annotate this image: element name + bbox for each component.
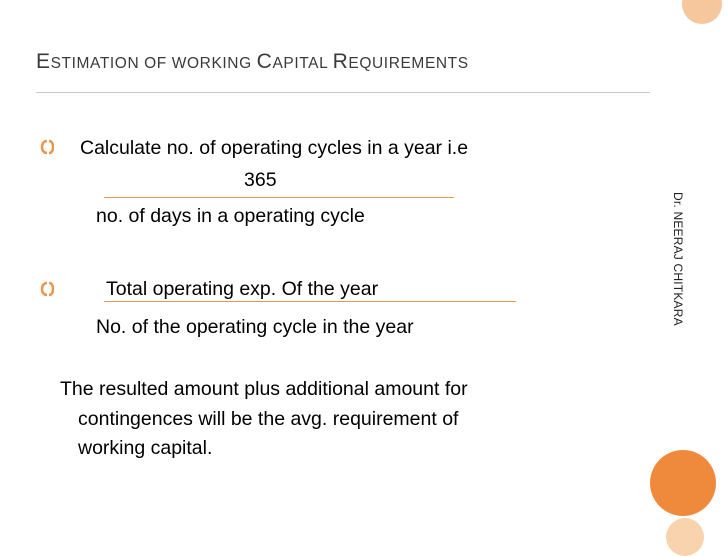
fraction2-denominator: No. of the operating cycle in the year	[96, 316, 414, 338]
author-vertical-label: Dr. NEERAJ CHITKARA	[671, 192, 685, 326]
fraction2-bar	[104, 301, 516, 302]
paragraph-line-2: contingences will be the avg. requirement of	[78, 408, 459, 430]
bullet-icon	[40, 139, 54, 155]
fraction1-bar	[104, 197, 454, 198]
decor-circle-bottom-large	[650, 450, 716, 516]
title-divider	[36, 92, 650, 93]
bullet-icon	[40, 281, 54, 297]
fraction1-denominator: no. of days in a operating cycle	[96, 205, 365, 227]
title-part: APITAL	[272, 55, 333, 72]
title-part: EQUIREMENTS	[348, 55, 469, 72]
title-part: E	[36, 50, 51, 73]
title-part: STIMATION OF WORKING	[50, 55, 257, 72]
decor-circle-bottom-small	[666, 518, 704, 556]
fraction2-numerator: Total operating exp. Of the year	[106, 278, 379, 300]
paragraph-line-3: working capital.	[78, 437, 213, 459]
title-part: C	[256, 50, 273, 73]
fraction1-numerator: 365	[244, 169, 277, 191]
slide-title	[36, 50, 469, 74]
decor-circle-top	[682, 0, 722, 24]
bullet-text-cycles: Calculate no. of operating cycles in a year i.e	[80, 137, 469, 159]
title-part: R	[332, 50, 349, 73]
paragraph-line-1: The resulted amount plus additional amount for	[60, 378, 468, 400]
